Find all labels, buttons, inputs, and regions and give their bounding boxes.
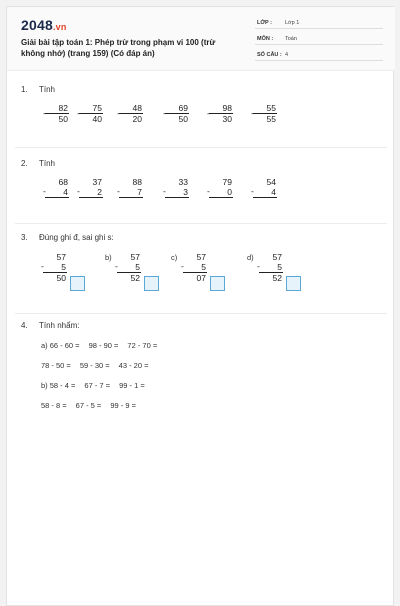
result-line <box>209 197 233 208</box>
subtrahend: 5 <box>201 262 206 272</box>
subtraction-problem <box>209 177 233 208</box>
result-line: 52 <box>259 272 283 283</box>
question-text: Tính <box>39 85 56 94</box>
mental-math-expression: 58 - 8 = <box>41 401 67 410</box>
subtraction-problem <box>117 252 141 283</box>
subtraction-problem <box>79 177 103 208</box>
question-3-heading <box>21 233 114 242</box>
answer-box[interactable] <box>70 276 85 291</box>
subtrahend: 2 <box>97 187 102 197</box>
minuend: 55 <box>266 103 276 113</box>
subtraction-problem <box>79 103 103 124</box>
minus-sign: - <box>251 186 254 196</box>
meta-key: LỚP : <box>257 20 272 26</box>
logo-brand: 2048 <box>21 17 53 33</box>
minus-sign: - <box>117 108 120 118</box>
minuend: 79 <box>222 177 232 187</box>
meta-row-grade <box>255 17 383 29</box>
meta-value: Toán <box>285 36 297 42</box>
minus-sign: - <box>77 186 80 196</box>
minuend: 37 <box>92 177 102 187</box>
minus-sign: - <box>43 186 46 196</box>
subtraction-problem <box>43 252 67 283</box>
result-line <box>165 197 189 208</box>
minuend: 88 <box>132 177 142 187</box>
minus-sign: - <box>181 261 184 271</box>
minus-sign: - <box>41 261 44 271</box>
minuend: 57 <box>130 252 140 262</box>
subtraction-problem <box>45 177 69 208</box>
mental-math-expression: 98 - 90 = <box>88 341 119 350</box>
minus-sign: - <box>115 261 118 271</box>
result-line: 20 <box>119 113 143 124</box>
minuend: 69 <box>178 103 188 113</box>
mental-math-row <box>41 381 154 390</box>
minuend: 75 <box>92 103 102 113</box>
question-number: 2. <box>21 159 28 168</box>
minus-sign: - <box>207 108 210 118</box>
subtraction-problem <box>253 103 277 124</box>
subtrahend: 3 <box>183 187 188 197</box>
minuend: 54 <box>266 177 276 187</box>
meta-row-question-count <box>255 49 383 61</box>
item-label: d) <box>247 253 254 262</box>
subtrahend: 5 <box>61 262 66 272</box>
subtraction-problem <box>183 252 207 283</box>
minus-sign: - <box>43 108 46 118</box>
meta-key: MÔN : <box>257 36 274 42</box>
subtraction-problem <box>119 103 143 124</box>
question-number: 4. <box>21 321 28 330</box>
result-line: 50 <box>45 113 69 124</box>
minus-sign: - <box>257 261 260 271</box>
item-label: c) <box>171 253 178 262</box>
result-line: 50 <box>165 113 189 124</box>
meta-row-subject <box>255 33 383 45</box>
answer-box[interactable] <box>144 276 159 291</box>
subtrahend: 4 <box>271 187 276 197</box>
mental-math-expression: 99 - 1 = <box>119 381 145 390</box>
mental-math-expression: 43 - 20 = <box>118 361 149 370</box>
minus-sign: - <box>117 186 120 196</box>
subtraction-problem <box>253 177 277 208</box>
answer-box[interactable] <box>286 276 301 291</box>
subtrahend: 4 <box>63 187 68 197</box>
minus-sign: - <box>163 108 166 118</box>
site-logo[interactable] <box>21 17 67 33</box>
worksheet-header <box>7 7 395 71</box>
question-number: 1. <box>21 85 28 94</box>
minuend: 98 <box>222 103 232 113</box>
question-text: Tính <box>39 159 56 168</box>
question-text: Đúng ghi đ, sai ghi s: <box>39 233 114 242</box>
minus-sign: - <box>163 186 166 196</box>
divider <box>15 223 387 224</box>
subtraction-problem <box>259 252 283 283</box>
logo-suffix: .vn <box>52 22 67 32</box>
mental-math-row <box>41 401 145 410</box>
subtrahend: 5 <box>277 262 282 272</box>
minuend: 57 <box>56 252 66 262</box>
mental-math-expression: 67 - 7 = <box>84 381 111 390</box>
mental-math-expression: 59 - 30 = <box>79 361 110 370</box>
question-4-heading <box>21 321 79 330</box>
result-line <box>253 197 277 208</box>
subtrahend: 5 <box>135 262 140 272</box>
result-line: 50 <box>43 272 67 283</box>
subtraction-problem <box>165 103 189 124</box>
minuend: 68 <box>58 177 68 187</box>
subtraction-problem <box>209 103 233 124</box>
subtraction-problem <box>165 177 189 208</box>
question-2-heading <box>21 159 55 168</box>
worksheet <box>6 6 394 606</box>
result-line: 07 <box>183 272 207 283</box>
mental-math-row <box>41 341 166 350</box>
page-title: Giải bài tập toán 1: Phép trừ trong phạm vi 100 (trừ không nhớ) (trang 159) (Có đáp án) <box>21 38 216 58</box>
result-line: 52 <box>117 272 141 283</box>
mental-math-expression: a) 66 - 60 = <box>41 341 80 350</box>
result-line: 40 <box>79 113 103 124</box>
meta-value: 4 <box>285 52 289 58</box>
question-1-heading <box>21 85 55 94</box>
minuend: 82 <box>58 103 68 113</box>
minuend: 33 <box>178 177 188 187</box>
question-number: 3. <box>21 233 28 242</box>
answer-box[interactable] <box>210 276 225 291</box>
minuend: 57 <box>272 252 282 262</box>
result-line <box>45 197 69 208</box>
result-line: 30 <box>209 113 233 124</box>
minus-sign: - <box>251 108 254 118</box>
subtraction-problem <box>45 103 69 124</box>
result-line: 55 <box>253 113 277 124</box>
divider <box>15 147 387 148</box>
divider <box>15 313 387 314</box>
mental-math-row <box>41 361 157 370</box>
minuend: 57 <box>196 252 206 262</box>
subtrahend: 7 <box>137 187 142 197</box>
result-line <box>79 197 103 208</box>
minus-sign: - <box>77 108 80 118</box>
item-label: b) <box>105 253 112 262</box>
meta-value: Lớp 1 <box>285 20 300 26</box>
subtrahend: 0 <box>227 187 232 197</box>
subtraction-problem <box>119 177 143 208</box>
meta-key: SỐ CÂU : <box>257 52 282 58</box>
mental-math-expression: 78 - 50 = <box>41 361 71 370</box>
result-line <box>119 197 143 208</box>
question-text: Tính nhẩm: <box>39 321 80 330</box>
mental-math-expression: b) 58 - 4 = <box>41 381 76 390</box>
minus-sign: - <box>207 186 210 196</box>
mental-math-expression: 99 - 9 = <box>110 401 136 410</box>
mental-math-expression: 67 - 5 = <box>75 401 102 410</box>
mental-math-expression: 72 - 70 = <box>127 341 158 350</box>
minuend: 48 <box>132 103 142 113</box>
